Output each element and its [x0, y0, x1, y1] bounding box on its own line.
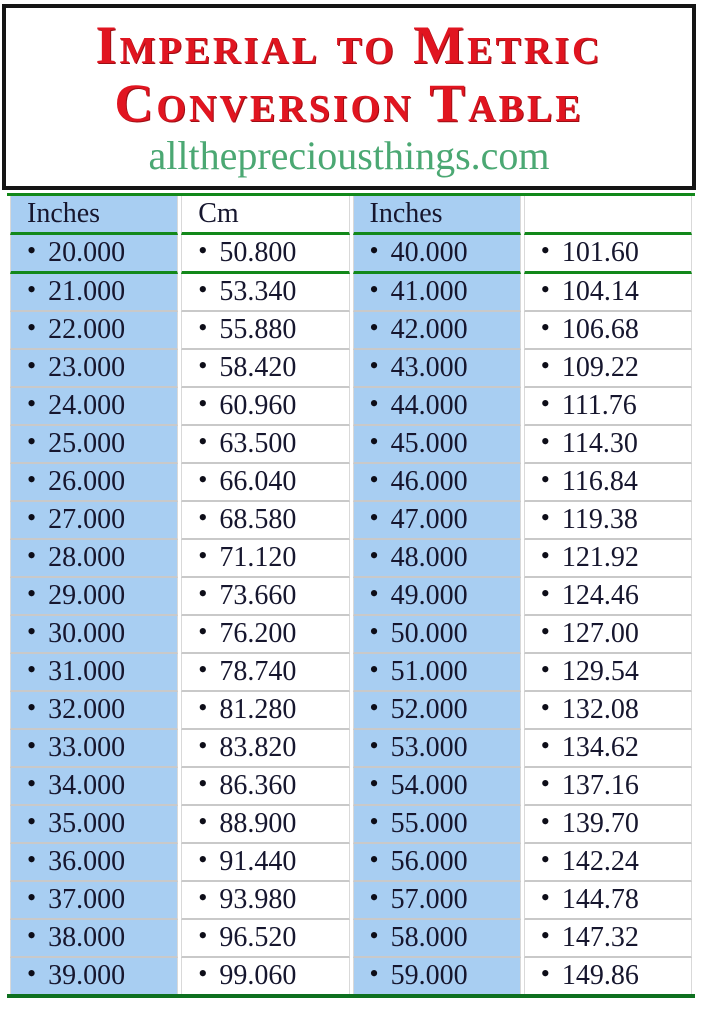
bullet-icon: •: [369, 845, 379, 874]
table-cell: [524, 502, 692, 540]
bullet-icon: •: [27, 807, 37, 836]
table-cell: [181, 654, 349, 692]
table-row: [10, 692, 692, 730]
table-cell: [524, 806, 692, 844]
table-cell: [10, 464, 178, 502]
header-row: [10, 196, 692, 235]
cell-value: 54.000: [390, 770, 468, 801]
table-cell: [10, 882, 178, 920]
bullet-icon: •: [369, 807, 379, 836]
bullet-icon: •: [27, 427, 37, 456]
bullet-icon: •: [369, 921, 379, 950]
table-cell: [524, 464, 692, 502]
table-row: [10, 502, 692, 540]
bullet-icon: •: [540, 389, 550, 418]
table-cell: [10, 920, 178, 958]
table-cell: [10, 312, 178, 350]
cell-value: 71.120: [219, 542, 297, 573]
cell-value: 30.000: [48, 618, 126, 649]
cell-value: 73.660: [219, 580, 297, 611]
table-cell: [181, 920, 349, 958]
bullet-icon: •: [540, 351, 550, 380]
table-row: [10, 350, 692, 388]
bullet-icon: •: [27, 921, 37, 950]
table-cell: [353, 958, 521, 994]
cell-value: 109.22: [561, 352, 639, 383]
cell-value: 46.000: [390, 466, 468, 497]
table-cell: [181, 882, 349, 920]
cell-value: 59.000: [390, 960, 468, 991]
table-row: [10, 882, 692, 920]
bullet-icon: •: [198, 921, 208, 950]
bullet-icon: •: [27, 503, 37, 532]
table-row: [10, 654, 692, 692]
table-cell: [181, 388, 349, 426]
table-row: [10, 312, 692, 350]
cell-value: 50.800: [219, 237, 297, 268]
bullet-icon: •: [27, 845, 37, 874]
column-header-cm-left: Cm: [181, 196, 349, 235]
bullet-icon: •: [540, 731, 550, 760]
table-cell: [353, 882, 521, 920]
table-row: [10, 844, 692, 882]
bullet-icon: •: [27, 313, 37, 342]
table-cell: [524, 312, 692, 350]
bullet-icon: •: [198, 236, 208, 265]
table-cell: [353, 350, 521, 388]
table-cell: [10, 654, 178, 692]
bullet-icon: •: [27, 769, 37, 798]
bullet-icon: •: [369, 503, 379, 532]
bullet-icon: •: [27, 465, 37, 494]
bullet-icon: •: [369, 655, 379, 684]
bullet-icon: •: [540, 883, 550, 912]
bullet-icon: •: [369, 236, 379, 265]
cell-value: 31.000: [48, 656, 126, 687]
cell-value: 44.000: [390, 390, 468, 421]
bullet-icon: •: [198, 313, 208, 342]
cell-value: 86.360: [219, 770, 297, 801]
cell-value: 96.520: [219, 922, 297, 953]
cell-value: 91.440: [219, 846, 297, 877]
table-cell: [10, 350, 178, 388]
table-cell: [10, 958, 178, 994]
cell-value: 58.420: [219, 352, 297, 383]
bullet-icon: •: [369, 617, 379, 646]
table-cell: [181, 616, 349, 654]
bullet-icon: •: [369, 693, 379, 722]
table-cell: [10, 806, 178, 844]
bullet-icon: •: [540, 503, 550, 532]
cell-value: 43.000: [390, 352, 468, 383]
cell-value: 63.500: [219, 428, 297, 459]
bullet-icon: •: [198, 465, 208, 494]
cell-value: 55.000: [390, 808, 468, 839]
bullet-icon: •: [27, 351, 37, 380]
table-cell: [353, 654, 521, 692]
table-cell: [524, 388, 692, 426]
cell-value: 106.68: [561, 314, 639, 345]
table-cell: [10, 730, 178, 768]
cell-value: 68.580: [219, 504, 297, 535]
table-cell: [353, 274, 521, 312]
table-cell: [353, 578, 521, 616]
column-header-inches-right: Inches: [353, 196, 521, 235]
cell-value: 49.000: [390, 580, 468, 611]
cell-value: 137.16: [561, 770, 639, 801]
bullet-icon: •: [540, 845, 550, 874]
bullet-icon: •: [27, 693, 37, 722]
cell-value: 149.86: [561, 960, 639, 991]
table-cell: [524, 654, 692, 692]
cell-value: 40.000: [390, 237, 468, 268]
cell-value: 45.000: [390, 428, 468, 459]
table-row: [10, 806, 692, 844]
bullet-icon: •: [198, 427, 208, 456]
title-line-2: Conversion Table: [114, 73, 584, 133]
bullet-icon: •: [198, 959, 208, 988]
cell-value: 121.92: [561, 542, 639, 573]
cell-value: 24.000: [48, 390, 126, 421]
table-cell: [181, 464, 349, 502]
cell-value: 78.740: [219, 656, 297, 687]
bullet-icon: •: [369, 959, 379, 988]
cell-value: 38.000: [48, 922, 126, 953]
table-cell: [181, 578, 349, 616]
bullet-icon: •: [540, 275, 550, 304]
bullet-icon: •: [369, 883, 379, 912]
cell-value: 34.000: [48, 770, 126, 801]
cell-value: 20.000: [48, 237, 126, 268]
bullet-icon: •: [369, 465, 379, 494]
table-cell: [181, 730, 349, 768]
table-cell: [10, 502, 178, 540]
table-cell: [353, 312, 521, 350]
table-row: [10, 426, 692, 464]
bullet-icon: •: [27, 579, 37, 608]
cell-value: 99.060: [219, 960, 297, 991]
table-cell: [524, 350, 692, 388]
table-cell: [524, 768, 692, 806]
cell-value: 116.84: [561, 466, 638, 497]
table-row: [10, 274, 692, 312]
bullet-icon: •: [198, 579, 208, 608]
cell-value: 26.000: [48, 466, 126, 497]
table-cell: [524, 882, 692, 920]
table-cell: [10, 616, 178, 654]
table-cell: [181, 692, 349, 730]
cell-value: 47.000: [390, 504, 468, 535]
cell-value: 101.60: [561, 237, 639, 268]
table-cell: [524, 274, 692, 312]
table-cell: [524, 426, 692, 464]
conversion-table-wrap: [7, 193, 695, 998]
table-cell: [181, 350, 349, 388]
table-row: [10, 768, 692, 806]
bullet-icon: •: [369, 351, 379, 380]
cell-value: 60.960: [219, 390, 297, 421]
column-header-inches-left: Inches: [10, 196, 178, 235]
bullet-icon: •: [540, 427, 550, 456]
table-cell: [353, 730, 521, 768]
cell-value: 51.000: [390, 656, 468, 687]
table-cell: [10, 426, 178, 464]
table-cell: [181, 540, 349, 578]
cell-value: 48.000: [390, 542, 468, 573]
table-row: [10, 616, 692, 654]
bullet-icon: •: [198, 883, 208, 912]
bullet-icon: •: [27, 389, 37, 418]
cell-value: 29.000: [48, 580, 126, 611]
cell-value: 124.46: [561, 580, 639, 611]
bullet-icon: •: [540, 921, 550, 950]
cell-value: 33.000: [48, 732, 126, 763]
title-line-1: Imperial to Metric: [95, 15, 603, 75]
table-row: [10, 730, 692, 768]
table-cell: [10, 844, 178, 882]
bullet-icon: •: [27, 236, 37, 265]
bullet-icon: •: [198, 541, 208, 570]
cell-value: 139.70: [561, 808, 639, 839]
table-cell: [353, 616, 521, 654]
cell-value: 57.000: [390, 884, 468, 915]
cell-value: 104.14: [561, 276, 639, 307]
cell-value: 119.38: [561, 504, 638, 535]
table-row: [10, 958, 692, 994]
bullet-icon: •: [369, 769, 379, 798]
bullet-icon: •: [369, 275, 379, 304]
bullet-icon: •: [198, 275, 208, 304]
cell-value: 23.000: [48, 352, 126, 383]
table-cell: [524, 578, 692, 616]
bullet-icon: •: [27, 883, 37, 912]
bullet-icon: •: [27, 959, 37, 988]
cell-value: 56.000: [390, 846, 468, 877]
cell-value: 50.000: [390, 618, 468, 649]
cell-value: 52.000: [390, 694, 468, 725]
bullet-icon: •: [540, 579, 550, 608]
bullet-icon: •: [27, 275, 37, 304]
bullet-icon: •: [540, 465, 550, 494]
table-cell: [353, 540, 521, 578]
table-cell: [353, 692, 521, 730]
table-row: [10, 540, 692, 578]
table-cell: [353, 426, 521, 464]
table-cell: [181, 274, 349, 312]
cell-value: 88.900: [219, 808, 297, 839]
table-cell: [10, 388, 178, 426]
table-cell: [353, 768, 521, 806]
bullet-icon: •: [369, 579, 379, 608]
cell-value: 53.000: [390, 732, 468, 763]
bullet-icon: •: [27, 731, 37, 760]
table-cell: [524, 920, 692, 958]
bullet-icon: •: [540, 693, 550, 722]
cell-value: 134.62: [561, 732, 639, 763]
table-cell: [181, 235, 349, 274]
bullet-icon: •: [369, 427, 379, 456]
table-cell: [10, 274, 178, 312]
cell-value: 142.24: [561, 846, 639, 877]
cell-value: 127.00: [561, 618, 639, 649]
bullet-icon: •: [540, 236, 550, 265]
bullet-icon: •: [369, 313, 379, 342]
bullet-icon: •: [27, 541, 37, 570]
bullet-icon: •: [198, 731, 208, 760]
bullet-icon: •: [369, 389, 379, 418]
column-header-cm-right: [524, 196, 692, 235]
table-cell: [10, 768, 178, 806]
bullet-icon: •: [198, 769, 208, 798]
bullet-icon: •: [198, 655, 208, 684]
bullet-icon: •: [198, 807, 208, 836]
bullet-icon: •: [27, 655, 37, 684]
cell-value: 27.000: [48, 504, 126, 535]
table-cell: [524, 692, 692, 730]
cell-value: 114.30: [561, 428, 638, 459]
cell-value: 81.280: [219, 694, 297, 725]
table-cell: [353, 844, 521, 882]
bullet-icon: •: [540, 313, 550, 342]
cell-value: 39.000: [48, 960, 126, 991]
cell-value: 129.54: [561, 656, 639, 687]
table-cell: [353, 464, 521, 502]
table-cell: [10, 540, 178, 578]
table-row: [10, 920, 692, 958]
table-cell: [10, 578, 178, 616]
table-row: [10, 388, 692, 426]
title-box: [2, 4, 696, 190]
table-cell: [524, 844, 692, 882]
cell-value: 35.000: [48, 808, 126, 839]
cell-value: 25.000: [48, 428, 126, 459]
bullet-icon: •: [540, 769, 550, 798]
cell-value: 41.000: [390, 276, 468, 307]
cell-value: 22.000: [48, 314, 126, 345]
table-cell: [181, 806, 349, 844]
cell-value: 132.08: [561, 694, 639, 725]
table-cell: [353, 388, 521, 426]
table-cell: [181, 502, 349, 540]
table-cell: [353, 806, 521, 844]
cell-value: 111.76: [561, 390, 637, 421]
bullet-icon: •: [540, 807, 550, 836]
table-cell: [353, 920, 521, 958]
table-cell: [524, 540, 692, 578]
table-cell: [10, 692, 178, 730]
cell-value: 21.000: [48, 276, 126, 307]
bullet-icon: •: [198, 503, 208, 532]
bullet-icon: •: [198, 845, 208, 874]
table-cell: [353, 502, 521, 540]
cell-value: 37.000: [48, 884, 126, 915]
table-cell: [524, 730, 692, 768]
table-cell: [181, 426, 349, 464]
table-cell: [181, 768, 349, 806]
cell-value: 28.000: [48, 542, 126, 573]
table-cell: [181, 312, 349, 350]
cell-value: 55.880: [219, 314, 297, 345]
cell-value: 76.200: [219, 618, 297, 649]
table-row: [10, 235, 692, 274]
cell-value: 53.340: [219, 276, 297, 307]
bullet-icon: •: [198, 617, 208, 646]
bullet-icon: •: [540, 541, 550, 570]
bullet-icon: •: [369, 731, 379, 760]
table-cell: [524, 235, 692, 274]
table-cell: [524, 958, 692, 994]
cell-value: 66.040: [219, 466, 297, 497]
bullet-icon: •: [198, 693, 208, 722]
table-row: [10, 578, 692, 616]
cell-value: 42.000: [390, 314, 468, 345]
bullet-icon: •: [198, 351, 208, 380]
conversion-table: [7, 193, 695, 998]
cell-value: 58.000: [390, 922, 468, 953]
table-cell: [181, 958, 349, 994]
cell-value: 36.000: [48, 846, 126, 877]
bullet-icon: •: [540, 959, 550, 988]
table-cell: [10, 235, 178, 274]
cell-value: 147.32: [561, 922, 639, 953]
cell-value: 32.000: [48, 694, 126, 725]
bullet-icon: •: [27, 617, 37, 646]
bullet-icon: •: [540, 655, 550, 684]
bullet-icon: •: [540, 617, 550, 646]
bullet-icon: •: [369, 541, 379, 570]
table-cell: [181, 844, 349, 882]
cell-value: 83.820: [219, 732, 297, 763]
cell-value: 144.78: [561, 884, 639, 915]
table-row: [10, 464, 692, 502]
website-url: allthepreciousthings.com: [148, 133, 550, 178]
table-cell: [353, 235, 521, 274]
table-cell: [524, 616, 692, 654]
cell-value: 93.980: [219, 884, 297, 915]
bullet-icon: •: [198, 389, 208, 418]
